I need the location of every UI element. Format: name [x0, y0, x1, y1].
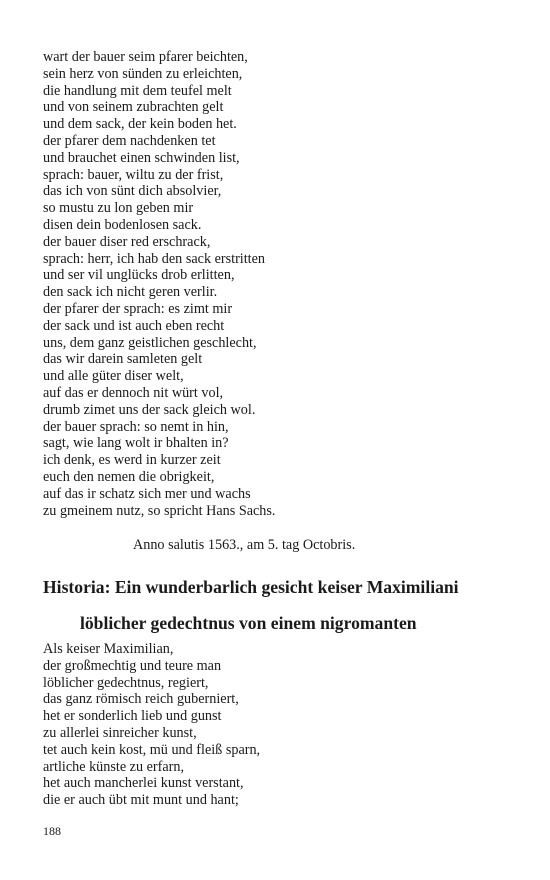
verse-line: euch den nemen die obrigkeit,	[43, 468, 215, 485]
verse-line: und brauchet einen schwinden list,	[43, 149, 240, 166]
verse-line: löblicher gedechtnus, regiert,	[43, 674, 209, 691]
verse-line: het auch mancherlei kunst verstant,	[43, 775, 244, 792]
verse-line: der pfarer dem nachdenken tet	[43, 132, 216, 149]
verse-line: der bauer diser red erschrack,	[43, 233, 211, 250]
verse-line: und dem sack, der kein boden het.	[43, 116, 237, 133]
verse-line: der pfarer der sprach: es zimt mir	[43, 300, 233, 317]
verse-line: und ser vil unglücks drob erlitten,	[43, 267, 235, 284]
verse-line: die er auch übt mit munt und hant;	[43, 792, 239, 809]
verse-line: der bauer sprach: so nemt in hin,	[43, 418, 229, 435]
verse-line: disen dein bodenlosen sack.	[43, 216, 202, 233]
verse-line: zu allerlei sinreicher kunst,	[43, 724, 197, 741]
verse-line: den sack ich nicht geren verlir.	[43, 284, 218, 301]
verse-line: so mustu zu lon geben mir	[43, 200, 194, 217]
verse-line: ich denk, es werd in kurzer zeit	[43, 452, 221, 469]
verse-line: wart der bauer seim pfarer beichten,	[43, 49, 248, 65]
verse-line: und von seinem zubrachten gelt	[43, 99, 224, 116]
verse-line: auf das er dennoch nit würt vol,	[43, 384, 224, 401]
verse-line: der sack und ist auch eben recht	[43, 317, 225, 334]
verse-line: sein herz von sünden zu erleichten,	[43, 65, 243, 82]
verse-line: zu gmeinem nutz, so spricht Hans Sachs.	[43, 502, 276, 519]
verse-line: und alle güter diser welt,	[43, 368, 184, 385]
poem-dateline: Anno salutis 1563., am 5. tag Octobris.	[133, 537, 356, 553]
verse-line: das wir darein samleten gelt	[43, 351, 203, 368]
verse-line: der großmechtig und teure man	[43, 657, 222, 674]
page-number: 188	[43, 824, 61, 838]
verse-line: artliche künste zu erfarn,	[43, 758, 185, 775]
verse-line: tet auch kein kost, mü und fleiß sparn,	[43, 741, 261, 758]
verse-line: sprach: bauer, wiltu zu der frist,	[43, 166, 224, 183]
verse-line: Als keiser Maximilian,	[43, 641, 174, 657]
verse-line: uns, dem ganz geistlichen geschlecht,	[43, 334, 257, 351]
section-heading-line-2: löblicher gedechtnus von einem nigromanten	[80, 613, 417, 633]
verse-line: das ganz römisch reich guberniert,	[43, 691, 239, 708]
verse-line: auf das ir schatz sich mer und wachs	[43, 485, 251, 502]
verse-line: sprach: herr, ich hab den sack erstritten	[43, 250, 266, 267]
verse-line: het er sonderlich lieb und gunst	[43, 708, 222, 725]
verse-line: sagt, wie lang wolt ir bhalten in?	[43, 435, 229, 452]
section-heading-line-1: Historia: Ein wunderbarlich gesicht keiser Maximiliani	[43, 577, 459, 597]
verse-line: drumb zimet uns der sack gleich wol.	[43, 401, 256, 418]
poem-verse-block	[43, 49, 513, 519]
poem-verse-block	[43, 641, 513, 809]
verse-line: die handlung mit dem teufel melt	[43, 82, 232, 99]
verse-line: das ich von sünt dich absolvier,	[43, 183, 222, 200]
